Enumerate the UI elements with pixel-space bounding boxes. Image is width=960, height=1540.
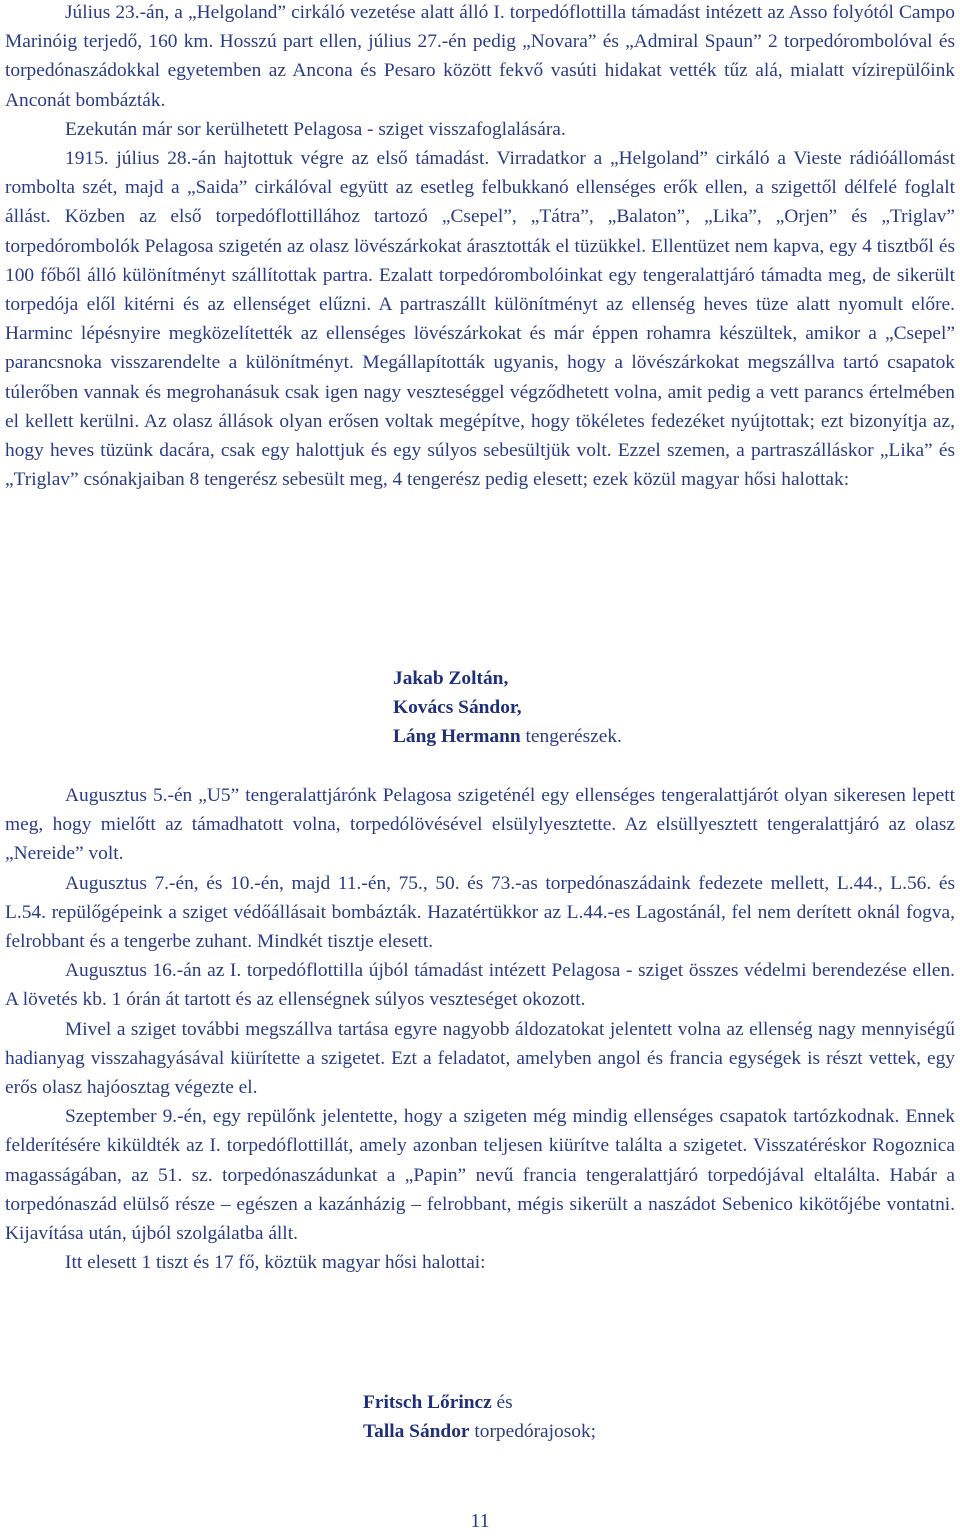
page-number: 11 (470, 1510, 490, 1532)
fallen-name: Láng Hermann tengerészek. (393, 726, 622, 748)
block-middle (5, 781, 955, 1277)
paragraph-aug-7: Augusztus 7.-én, és 10.-én, majd 11.-én, 75., 50. és 73.-as torpedónaszádaink fedezete mellett, L.44., L.56. és L.54. repülőgépeink a sziget védőállásait bombázták. Hazatértükkor az L.44.-es Lagostánál, fel nem derített oknál fogva, felrobbant és a tengerbe zuhant. Mindkét tisztje elesett. (5, 872, 955, 953)
paragraph-aug-16: Augusztus 16.-án az I. torpedóflottilla újból támadást intézett Pelagosa - sziget összes védelmi berendezése ellen. A lövetés kb. 1 órán át tartott és az ellenségnek súlyos veszteséget okozott. (5, 960, 955, 1011)
fallen-list-2 (363, 1388, 596, 1446)
paragraph-july-23: Július 23.-án, a „Helgoland” cirkáló vezetése alatt álló I. torpedóflottilla támadást intézett az Asso folyótól Campo Marinóig terjedő, 160 km. Hosszú part ellen, július 27.-én pedig „Novara” és „Admiral Spaun” 2 torpedórombolóval és torpedónaszádokkal egyetemben az Ancona és Pesaro között fekvő vasúti hidakat vették tűz alá, mialatt vízirepülőink Anconát bombázták. (5, 2, 955, 111)
block-top (5, 0, 955, 494)
paragraph-pelagosa-intro: Ezekután már sor kerülhetett Pelagosa - sziget visszafoglalására. (65, 118, 566, 140)
fallen-list-1 (393, 664, 622, 752)
fallen-name: Talla Sándor torpedórajosok; (363, 1421, 597, 1443)
paragraph-sept-9: Szeptember 9.-én, egy repülőnk jelentette, hogy a szigeten még mindig ellenséges csapatok tartózkodnak. Ennek felderítésére kiküldték az I. torpedóflottillát, amely azonban teljesen kiürítve találta a szigetet. Visszatéréskor Rogoznica magasságában, az 51. sz. torpedónaszádunkat a „Papin” nevű francia tengeralattjáró torpedójával eltalálta. Habár a torpedónaszád elülső része – egészen a kazánházig – felrobbant, mégis sikerült a naszádot Sebenico kikötőjébe vontatni. Kijavítása után, újból szolgálatba állt. (5, 1106, 955, 1245)
paragraph-evacuation: Mivel a sziget további megszállva tartása egyre nagyobb áldozatokat jelentett volna az ellenség nagy mennyiségű hadianyag visszahagyásával kiürítette a szigetet. Ezt a feladatot, amelyben angol és francia egységek is részt vettek, egy erős olasz hajóosztag végezte el. (5, 1018, 955, 1099)
paragraph-casualties: Itt elesett 1 tiszt és 17 fő, köztük magyar hősi halottai: (65, 1252, 486, 1274)
fallen-name: Jakab Zoltán, (393, 668, 509, 689)
fallen-name: Kovács Sándor, (393, 697, 522, 719)
fallen-name: Fritsch Lőrincz és (363, 1392, 513, 1413)
paragraph-aug-5: Augusztus 5.-én „U5” tengeralattjárónk Pelagosa szigeténél egy ellenséges tengeralattjárót olyan sikeresen lepett meg, hogy mielőtt az támadhatott volna, torpedólövésével elsülylyesztette. Az elsüllyesztett tengeralattjáró az olasz „Nereide” volt. (5, 785, 955, 865)
paragraph-july-28-attack: 1915. július 28.-án hajtottuk végre az első támadást. Virradatkor a „Helgoland” cirkáló a Vieste rádióállomást rombolta szét, majd a „Saida” cirkálóval együtt az esetleg felbukkanó ellenséges erők ellen, a szigettől délfelé foglalt állást. Közben az első torpedóflottillához tartozó „Csepel”, „Tátra”, „Balaton”, „Lika”, „Orjen” és „Triglav” torpedórombolók Pelagosa szigetén az olasz lövészárkokat árasztották el tüzükkel. Ellentüzet nem kapva, egy 4 tisztből és 100 főből álló különítményt szállítottak partra. Ezalatt torpedórombolóinkat egy tengeralattjáró támadta meg, de sikerült torpedója elől kitérni és az ellenséget elűzni. A partraszállt különítményt az ellenség heves tüze alatt nyomult előre. Harminc lépésnyire megközelítették az ellenséges lövészárkokat és már éppen rohamra készültek, amikor a „Csepel” parancsnoka visszarendelte a különítményt. Megállapították ugyanis, hogy a lövészárkokat megszállva tartó csapatok túlerőben vannak és megrohanásuk csak igen nagy veszteséggel végződhetett volna, amit pedig a vett parancs értelmében el kellett kerülni. Az olasz állások olyan erősen voltak megépítve, hogy tökéletes fedezéket nyújtottak; ezt bizonyítja az, hogy heves tüzünk dacára, csak egy halottjuk és egy súlyos sebesültjük volt. Ezzel szemen, a partraszálláskor „Lika” és „Triglav” csónakjaiban 8 tengerész sebesült meg, 4 tengerész pedig elesett; ezek közül magyar hősi halottak: (5, 148, 955, 491)
